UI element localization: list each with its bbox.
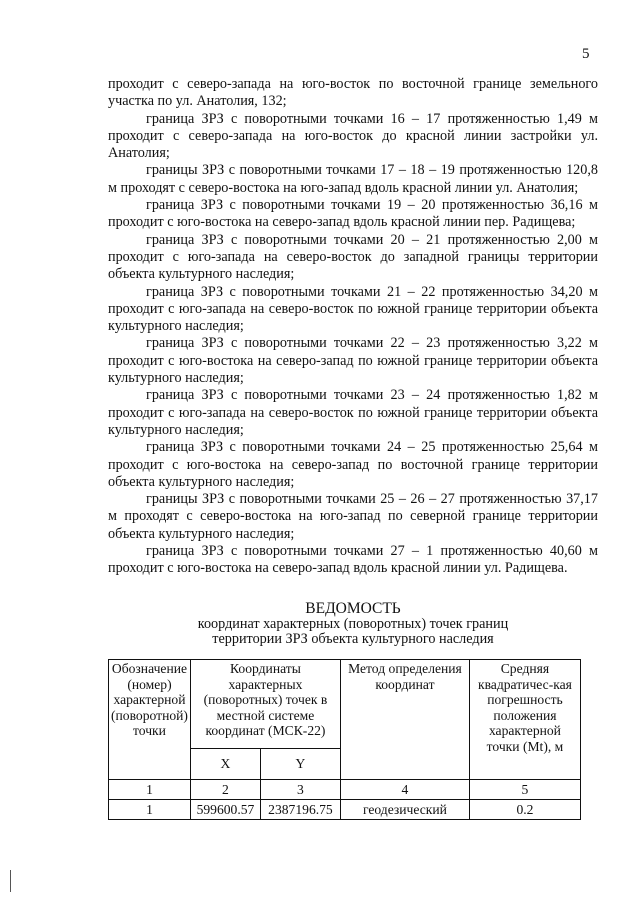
paragraph: граница ЗРЗ с поворотными точками 19 – 20 протяженностью 36,16 м проходит с юго-востока на северо-запад вдоль красной линии пер. Радищева; — [108, 197, 598, 231]
column-number: 2 — [190, 780, 260, 800]
column-number: 4 — [340, 780, 469, 800]
paragraph: границы ЗРЗ с поворотными точками 25 – 26 – 27 протяженностью 37,17 м проходят с северо-востока на юго-запад по северной границе территории объекта культурного наследия; — [108, 491, 598, 542]
statement-heading — [108, 600, 598, 647]
statement-subtitle-line-2: территории ЗРЗ объекта культурного наследия — [212, 631, 494, 647]
paragraph: граница ЗРЗ с поворотными точками 20 – 21 протяженностью 2,00 м проходит с юго-запада на северо-восток до западной границы территории объекта культурного наследия; — [108, 231, 598, 283]
header-coordinates: Координаты характерных (поворотных) точек в местной системе координат (МСК-22) — [190, 660, 340, 749]
paragraph: граница ЗРЗ с поворотными точками 24 – 25 протяженностью 25,64 м проходит с юго-востока на северо-запад по восточной границе территории объекта культурного наследия; — [108, 439, 598, 490]
cell-error: 0.2 — [469, 800, 580, 820]
scan-edge-mark — [10, 870, 11, 892]
coordinates-table — [108, 659, 581, 820]
paragraph: проходит с северо-запада на юго-восток по восточной границе земельного участка по ул. Анатолия, 132; — [108, 76, 598, 110]
column-number: 5 — [469, 780, 580, 800]
column-number: 3 — [260, 780, 340, 800]
header-error: Средняя квадратичес-кая погрешность положения характерной точки (Mt), м — [469, 660, 580, 780]
paragraph: граница ЗРЗ с поворотными точками 27 – 1 протяженностью 40,60 м проходит с юго-востока на северо-запад вдоль красной линии ул. Радищева. — [108, 543, 598, 577]
paragraph: граница ЗРЗ с поворотными точками 22 – 23 протяженностью 3,22 м проходит с юго-востока на северо-запад по южной границе территории объекта культурного наследия; — [108, 335, 598, 387]
header-point-designation: Обозначение (номер) характерной (поворотной) точки — [109, 660, 191, 780]
header-method: Метод определения координат — [340, 660, 469, 780]
column-number-row — [109, 780, 581, 800]
paragraph: граница ЗРЗ с поворотными точками 16 – 17 протяженностью 1,49 м проходит с северо-запада на юго-восток до красной линии застройки ул. Анатолия; — [108, 110, 598, 162]
paragraph: границы ЗРЗ с поворотными точками 17 – 18 – 19 протяженностью 120,8 м проходят с северо-востока на юго-запад вдоль красной линии ул. Анатолия; — [108, 162, 598, 196]
paragraph: граница ЗРЗ с поворотными точками 23 – 24 протяженностью 1,82 м проходит с юго-запада на северо-восток по южной границе территории объекта культурного наследия; — [108, 387, 598, 438]
paragraph: граница ЗРЗ с поворотными точками 21 – 22 протяженностью 34,20 м проходит с юго-запада на северо-восток по южной границе территории объекта культурного наследия; — [108, 283, 598, 335]
statement-subtitle-line-1: координат характерных (поворотных) точек границ — [197, 616, 509, 632]
cell-y: 2387196.75 — [260, 800, 340, 820]
table-row — [109, 800, 581, 820]
cell-method: геодезический — [340, 800, 469, 820]
header-x: X — [190, 749, 260, 780]
cell-point: 1 — [109, 800, 191, 820]
column-number: 1 — [109, 780, 191, 800]
body-text — [108, 76, 598, 578]
page-number: 5 — [582, 46, 590, 62]
statement-title: ВЕДОМОСТЬ — [305, 600, 401, 617]
cell-x: 599600.57 — [190, 800, 260, 820]
header-y: Y — [260, 749, 340, 780]
